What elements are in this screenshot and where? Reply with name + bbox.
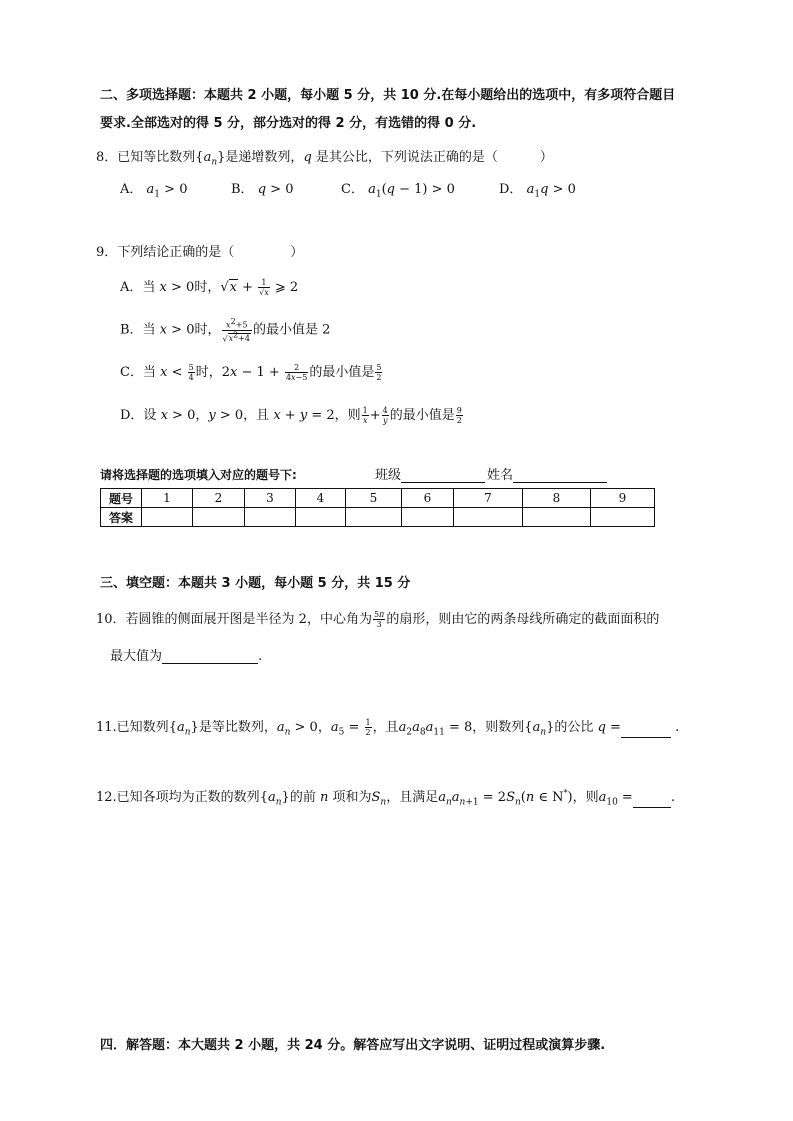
answer-table-header-row [101,489,655,508]
q11-answer-blank[interactable] [621,725,671,738]
answer-cell-4[interactable] [296,508,346,527]
answer-cell-5[interactable] [346,508,402,527]
answer-table-answer-row [101,508,655,527]
q12-answer-blank[interactable] [633,795,671,808]
question-11: 11.已知数列$\{a_n\}$是等比数列，$a_n > 0$，$a_5$ = $\frac{1}{2}$ ，且$a_2a_8a_{11} = 8$，则数列$\{a_n\}$的公比 q = . [96,718,680,738]
q9-option-b[interactable]: B．当 x > 0时， $\frac{x^2+5}{√x^2+4}$ 的最小值是 2 [120,317,331,344]
number-cell: 1 [142,489,193,508]
q8-option-a[interactable]: A． $a_1 > 0$ [120,182,188,200]
number-cell: 5 [346,489,402,508]
number-cell: 8 [523,489,591,508]
answer-cell-9[interactable] [591,508,655,527]
question-12: 12.已知各项均为正数的数列$\{a_n\}$的前 n 项和为$S_n$，且满足$a_na_{n+1} = 2S_n(n$ ∈ N*)，则$a_{10}$ = . [96,788,675,808]
number-cell: 3 [245,489,296,508]
answer-cell-2[interactable] [193,508,245,527]
number-cell: 9 [591,489,655,508]
q9-option-a[interactable]: A．当 x > 0时，√x + $\frac{1}{√x}$ ⩾ 2 [120,278,299,297]
number-cell: 6 [402,489,454,508]
section4-heading: 四．解答题：本大题共 2 小题，共 24 分。解答应写出文字说明、证明过程或演算步骤. [100,1038,606,1053]
question-10-line2: 最大值为 . [110,649,263,664]
answer-table [100,488,655,527]
q8-option-b[interactable]: B． q > 0 [231,182,294,197]
number-cell: 4 [296,489,346,508]
answer-cell-8[interactable] [523,508,591,527]
answer-cell-3[interactable] [245,508,296,527]
math-an: $\{a_n\}$ [195,150,226,168]
question-8: 8．已知等比数列$\{a_n\}$是递增数列，q 是其公比，下列说法正确的是（ ） [96,150,553,168]
section2-heading-cont: 要求.全部选对的得 5 分，部分选对的得 2 分，有选错的得 0 分. [100,116,477,131]
number-cell: 7 [454,489,523,508]
q8-option-d[interactable]: D． $a_1q > 0$ [499,182,576,200]
class-field[interactable]: 班级 [375,464,485,483]
row-label-number: 题号 [101,489,142,508]
number-cell: 2 [193,489,245,508]
section2-heading: 二、多项选择题：本题共 2 小题，每小题 5 分，共 10 分.在每小题给出的选项中，有多项符合题目 [100,88,676,103]
answer-cell-1[interactable] [142,508,193,527]
q8-option-c[interactable]: C． $a_1(q - 1) > 0$ [341,182,455,200]
q9-option-d[interactable]: D．设 x > 0，y > 0，且 x + y = 2，则 $\frac{1}{x}$ + $\frac{4}{y}$ 的最小值是 $\frac{9}{2}$ [120,406,462,425]
question-10: 10．若圆锥的侧面展开图是半径为 2，中心角为 $\frac{5\pi}{3}$ 的扇形，则由它的两条母线所确定的截面面积的 [96,610,660,629]
section3-heading: 三、填空题：本题共 3 小题，每小题 5 分，共 15 分 [100,576,411,591]
q9-option-c[interactable]: C．当 x < $\frac{5}{4}$ 时，2x − 1 + $\frac{2}{4x-5}$ 的最小值是 $\frac{5}{2}$ [120,363,382,382]
row-label-answer: 答案 [101,508,142,527]
answer-instruction: 请将选择题的选项填入对应的题号下: [100,468,297,482]
name-field[interactable]: 姓名 [487,464,607,483]
question-9: 9．下列结论正确的是（ ） [96,245,304,260]
answer-cell-7[interactable] [454,508,523,527]
answer-cell-6[interactable] [402,508,454,527]
q10-answer-blank[interactable] [162,651,258,664]
